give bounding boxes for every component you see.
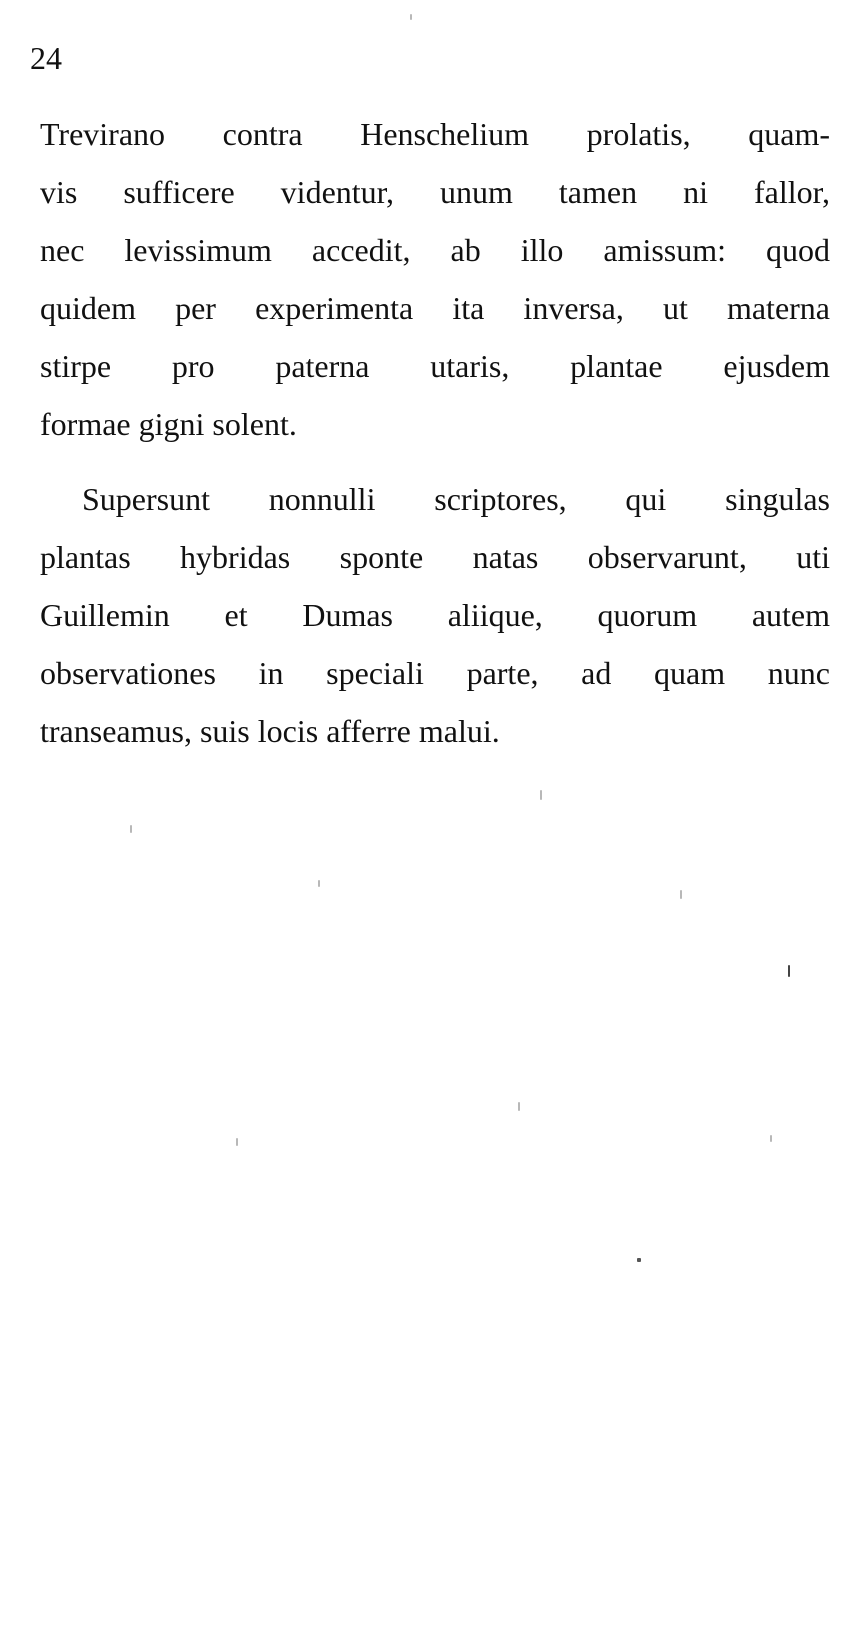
paper-speck (637, 1258, 641, 1262)
paper-speck (410, 14, 412, 20)
paper-speck (680, 890, 682, 899)
text-line: Supersunt nonnulli scriptores, qui singulas (82, 481, 830, 517)
text-line: vis sufficere videntur, unum tamen ni fallor, (40, 174, 830, 210)
text-line: observationes in speciali parte, ad quam nunc (40, 655, 830, 691)
text-line: Guillemin et Dumas aliique, quorum autem (40, 597, 830, 633)
text-line: transeamus, suis locis afferre malui. (40, 713, 500, 749)
paper-speck (788, 965, 790, 977)
text-line: stirpe pro paterna utaris, plantae ejusdem (40, 348, 830, 384)
paper-speck (540, 790, 542, 800)
text-line: quidem per experimenta ita inversa, ut materna (40, 290, 830, 326)
page-number: 24 (30, 40, 62, 76)
text-line: formae gigni solent. (40, 406, 297, 442)
text-line: plantas hybridas sponte natas observarunt, uti (40, 539, 830, 575)
text-line: Trevirano contra Henschelium prolatis, quam- (40, 116, 830, 152)
paragraph-1 (40, 105, 830, 453)
paper-speck (518, 1102, 520, 1111)
paragraph-2 (40, 470, 830, 760)
paper-speck (318, 880, 320, 887)
paper-speck (236, 1138, 238, 1146)
paper-speck (770, 1135, 772, 1142)
paper-speck (130, 825, 132, 833)
text-line: nec levissimum accedit, ab illo amissum: quod (40, 232, 830, 268)
